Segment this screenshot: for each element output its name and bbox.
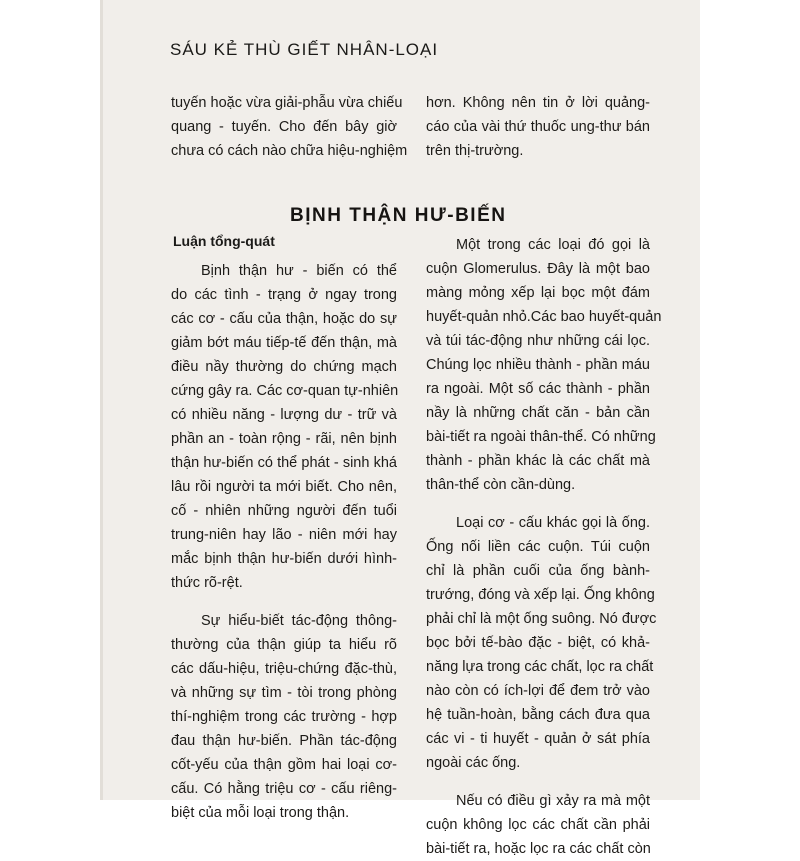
- text-line: nầy là những chất căn - bản cần: [426, 405, 650, 421]
- text-line: thân-thể còn cần-dùng.: [426, 477, 576, 493]
- text-line: mắc bịnh thận hư-biến dưới hình-: [171, 551, 397, 567]
- text-line: thận hư-biến có thể phát - sinh khá: [171, 455, 397, 471]
- text-line: huyết-quản nhỏ.Các bao huyết-quản: [426, 309, 662, 325]
- text-line: biệt của mỗi loại trong thận.: [171, 805, 350, 821]
- text-line: cuộn không lọc các chất cần phải: [426, 817, 650, 833]
- subheading: Luận tổng-quát: [173, 233, 275, 249]
- text-line: điều nầy thường do chứng mạch: [171, 359, 397, 375]
- paragraph: [426, 233, 662, 497]
- left-column: [171, 259, 397, 825]
- text-line: các dấu-hiệu, triệu-chứng đặc-thù,: [171, 661, 397, 677]
- text-line: giảm bớt máu tiếp-tế đến thận, mà: [171, 335, 397, 351]
- text-line: thức rõ-rệt.: [171, 575, 243, 591]
- text-line: hệ tuần-hoàn, bằng cách đưa qua: [426, 707, 650, 723]
- text-line: và những sự tìm - tòi trong phòng: [171, 685, 397, 701]
- text-line: cứng gây ra. Các cơ-quan tự-nhiên: [171, 383, 399, 399]
- section-title: BỊNH THẬN HƯ-BIẾN: [290, 205, 507, 226]
- paragraph: [171, 609, 397, 825]
- text-line: cuộn Glomerulus. Đây là một bao: [426, 261, 650, 277]
- text-line: chưa có cách nào chữa hiệu-nghiệm: [171, 143, 408, 159]
- paragraph-gap: [426, 497, 650, 511]
- text-line: thường của thận giúp ta hiểu rõ: [171, 637, 397, 653]
- text-line: thí-nghiệm trong các trường - hợp: [171, 709, 397, 725]
- text-line: bài-tiết ra, hoặc lọc ra các chất còn: [426, 841, 651, 857]
- text-line: Chúng lọc nhiều thành - phần máu: [426, 357, 650, 373]
- text-line: phần an - toàn rộng - rãi, nên bịnh: [171, 431, 397, 447]
- text-line: Ống nối liền các cuộn. Túi cuộn: [426, 539, 650, 555]
- text-line: cố - nhiên những người đến tuổi: [171, 503, 397, 519]
- text-line: màng mỏng xếp lại bọc một đám: [426, 285, 650, 301]
- text-line: lâu rồi người ta mới biết. Cho nên,: [171, 479, 397, 495]
- text-line: bọc bởi tế-bào đặc - biệt, có khả-: [426, 635, 650, 651]
- text-line: thành - phần khác là các chất mà: [426, 453, 650, 469]
- text-line: ra ngoài. Một số các thành - phần: [426, 381, 650, 397]
- text-line: có nhiều năng - lượng dư - trữ và: [171, 407, 397, 423]
- top-right-column: [426, 91, 650, 163]
- text-line: Bịnh thận hư - biến có thể: [201, 263, 397, 279]
- text-line: do các tình - trạng ở ngay trong: [171, 287, 397, 303]
- right-column: [426, 233, 662, 861]
- text-line: trên thị-trường.: [426, 143, 524, 159]
- paragraph-gap: [171, 595, 397, 609]
- text-line: tuyến hoặc vừa giải-phẫu vừa chiếu: [171, 95, 403, 111]
- text-line: quang - tuyến. Cho đến bây giờ: [171, 119, 397, 135]
- top-left-column: [171, 91, 408, 163]
- text-line: và túi tác-động như những cái lọc.: [426, 333, 650, 349]
- text-line: Sự hiểu-biết tác-động thông-: [201, 613, 397, 629]
- text-line: phải chỉ là một ống suông. Nó được: [426, 611, 657, 627]
- text-line: Một trong các loại đó gọi là: [456, 237, 650, 253]
- text-line: chỉ là phần cuối của ống bành-: [426, 563, 650, 579]
- text-line: Nếu có điều gì xảy ra mà một: [456, 793, 650, 809]
- running-head: SÁU KẺ THÙ GIẾT NHÂN-LOẠI: [170, 40, 439, 59]
- text-line: năng lựa trong các chất, lọc ra chất: [426, 659, 654, 675]
- text-line: trướng, đóng và xếp lại. Ống không: [426, 587, 655, 603]
- text-line: bài-tiết ra ngoài thân-thể. Có những: [426, 429, 656, 445]
- text-line: các cơ - cấu của thận, hoặc do sự: [171, 311, 397, 327]
- paragraph-gap: [426, 775, 650, 789]
- text-line: cáo của vài thứ thuốc ung-thư bán: [426, 119, 650, 135]
- text-line: cấu. Có hằng triệu cơ - cấu riêng-: [171, 781, 397, 797]
- text-line: các vi - ti huyết - quản ở sát phía: [426, 731, 650, 747]
- text-line: cốt-yếu của thận gồm hai loại cơ-: [171, 757, 397, 773]
- text-line: nào còn có ích-lợi để đem trở vào: [426, 683, 650, 699]
- paragraph: [426, 511, 657, 775]
- text-line: đau thận hư-biến. Phần tác-động: [171, 733, 397, 749]
- page-edge-shadow: [100, 0, 103, 800]
- text-line: Loại cơ - cấu khác gọi là ống.: [456, 515, 650, 531]
- text-line: ngoài các ống.: [426, 755, 521, 771]
- text-line: hơn. Không nên tin ở lời quảng-: [426, 95, 650, 111]
- paragraph: [171, 259, 397, 595]
- text-line: trung-niên hay lão - niên mới hay: [171, 527, 397, 543]
